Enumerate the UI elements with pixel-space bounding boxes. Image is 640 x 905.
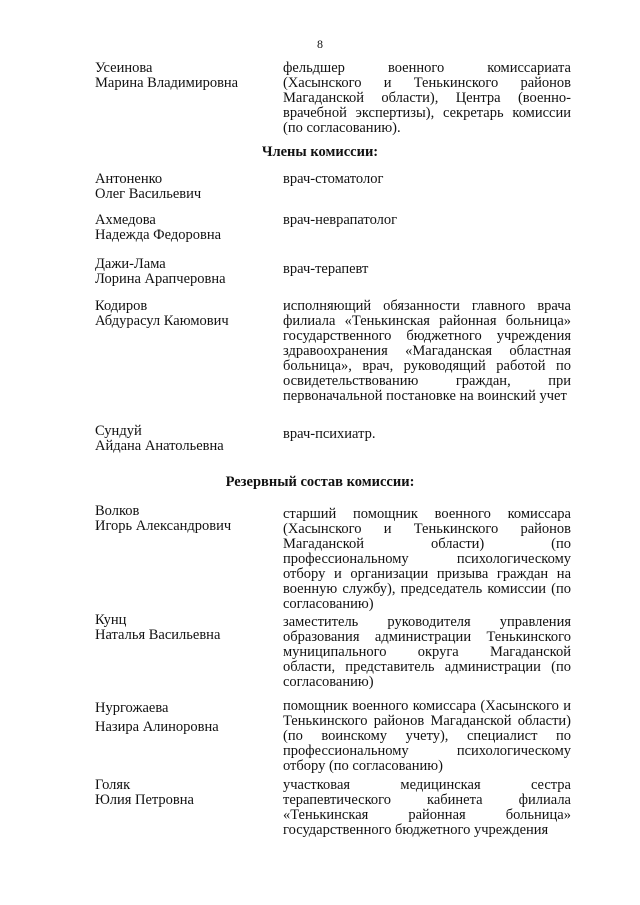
surname: Нургожаева [95,700,169,716]
person-role: исполняющий обязанности главного врача филиала «Тенькинская районная больница» государственного бюджетного учреждения здравоохранения «Магаданская областная больница», врач, руководящий работой по освидетельствованию граждан, при первоначальной постановке на воинский учет [283,298,571,404]
surname: Кодиров [95,298,148,314]
members-heading: Члены комиссии: [261,144,379,160]
surname: Усеинова [95,60,153,76]
surname: Сундуй [95,423,142,439]
person-name [95,778,275,808]
person-role: врач-терапевт [283,261,369,277]
given-names: Олег Васильевич [95,186,202,202]
person-role: врач-неврапатолог [283,212,398,228]
given-names: Марина Владимировна [95,75,239,91]
given-names: Юлия Петровна [95,792,194,808]
person-role: заместитель руководителя управления образования администрации Тенькинского муниципального округа Магаданской области, представитель администрации (по согласованию) [283,614,571,690]
given-names: Игорь Александрович [95,518,232,534]
surname: Волков [95,503,140,519]
person-role: врач-стоматолог [283,171,384,187]
person-role: участковая медицинская сестра терапевтического кабинета филиала «Тенькинская районная больница» государственного бюджетного учреждения [283,777,571,838]
page-number: 8 [317,37,323,51]
given-names: Айдана Анатольевна [95,438,224,454]
person-name [95,213,275,243]
surname: Ахмедова [95,212,156,228]
given-names: Абдурасул Каюмович [95,313,229,329]
person-name [95,257,275,287]
surname: Кунц [95,612,127,628]
person-name [95,613,275,643]
surname: Голяк [95,777,131,793]
person-name [95,701,275,735]
given-names: Лорина Арапчеровна [95,271,226,287]
person-name [95,504,275,534]
surname: Антоненко [95,171,163,187]
given-names: Наталья Васильевна [95,627,221,643]
reserve-heading: Резервный состав комиссии: [225,474,415,490]
person-role: помощник военного комиссара (Хасынского и Тенькинского районов Магаданской области) (по воинскому учету), специалист по профессиональному психологическому отбору (по согласованию) [283,698,571,774]
person-role: фельдшер военного комиссариата (Хасынского и Тенькинского районов Магаданской области), Центра (военно-врачебной экспертизы), секретарь комиссии (по согласованию). [283,60,571,136]
person-name [95,299,275,329]
person-name [95,424,275,454]
person-name [95,61,275,91]
given-names: Надежда Федоровна [95,227,222,243]
person-role: врач-психиатр. [283,426,376,442]
given-names: Назира Алиноровна [95,719,219,735]
person-role: старший помощник военного комиссара (Хасынского и Тенькинского районов Магаданской области) (по профессиональному психологическому отбору и организации призыва граждан на военную службу), председатель комиссии (по согласованию) [283,506,571,612]
person-name [95,172,275,202]
surname: Дажи-Лама [95,256,166,272]
